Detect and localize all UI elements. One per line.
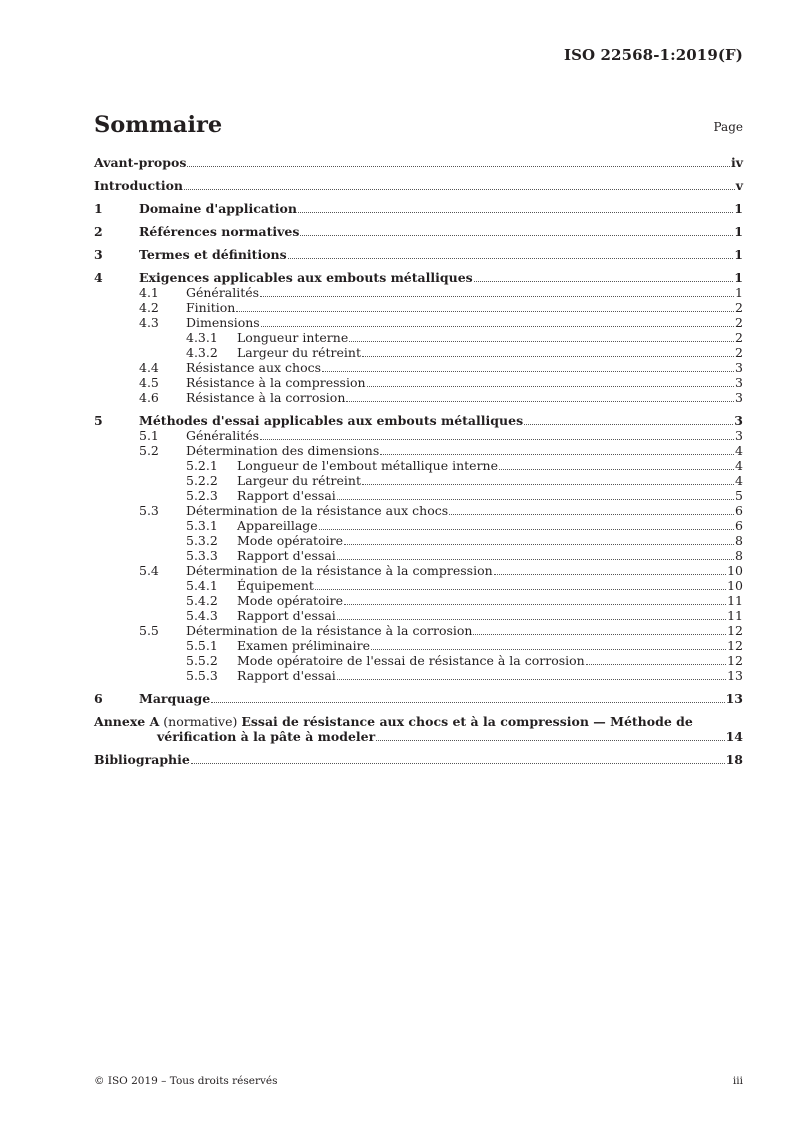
toc-entry-number: 3: [94, 247, 103, 262]
toc-entry-label: Équipement: [237, 578, 314, 593]
dot-leader: [449, 514, 734, 515]
dot-leader: [494, 574, 726, 575]
toc-entry-number: 5: [94, 413, 103, 428]
toc-entry-label: Largeur du rétreint: [237, 473, 361, 488]
toc-entry[interactable]: [94, 488, 743, 503]
toc-entry-label: Mode opératoire: [237, 533, 343, 548]
toc-entry[interactable]: [94, 518, 743, 533]
toc-entry-page: 10: [727, 578, 743, 593]
toc-entry-page: 1: [734, 224, 743, 239]
toc-entry-page: 11: [727, 608, 743, 623]
toc-entry-label: Références normatives: [139, 224, 300, 239]
toc-entry-number: 4.3.2: [186, 345, 218, 360]
toc-entries: [94, 155, 743, 706]
dot-leader: [191, 763, 725, 764]
annex-title-line1: Essai de résistance aux chocs et à la compression — Méthode de: [241, 714, 693, 729]
toc-entry-number: 6: [94, 691, 103, 706]
toc-entry-number: 5.5.3: [186, 668, 218, 683]
dot-leader: [380, 454, 734, 455]
annex-page: 14: [725, 729, 743, 744]
toc-entry-label: Résistance à la corrosion: [186, 390, 346, 405]
toc-entry-page: 5: [735, 488, 743, 503]
toc-entry-label: Rapport d'essai: [237, 668, 336, 683]
toc-entry-page: 6: [735, 518, 743, 533]
toc-entry[interactable]: [94, 458, 743, 473]
dot-leader: [337, 499, 734, 500]
toc-entry-bibliography[interactable]: [94, 752, 743, 767]
toc-entry-number: 5.3.2: [186, 533, 218, 548]
toc-entry-annex-a[interactable]: [94, 714, 743, 744]
toc-entry[interactable]: [94, 315, 743, 330]
toc-entry-number: 4.3.1: [186, 330, 218, 345]
footer-copyright: © ISO 2019 – Tous droits réservés: [94, 1075, 278, 1087]
toc-entry[interactable]: [94, 653, 743, 668]
dot-leader: [344, 604, 726, 605]
toc-entry-label: Détermination de la résistance à la compression: [186, 563, 493, 578]
toc-entry[interactable]: [94, 413, 743, 428]
toc-entry[interactable]: [94, 247, 743, 262]
toc-entry-page: 12: [727, 623, 743, 638]
toc-entry-number: 4.5: [139, 375, 159, 390]
toc-entry-number: 5.3.3: [186, 548, 218, 563]
toc-entry-number: 4.3: [139, 315, 159, 330]
toc-entry-number: 5.3.1: [186, 518, 218, 533]
toc-entry-number: 5.5.1: [186, 638, 218, 653]
page-title: Sommaire: [94, 112, 223, 138]
toc-entry-label: Longueur interne: [237, 330, 349, 345]
toc-entry[interactable]: [94, 443, 743, 458]
toc-entry-page: 2: [735, 300, 743, 315]
toc-entry[interactable]: [94, 375, 743, 390]
toc-entry-page: 3: [735, 428, 743, 443]
toc-entry-label: Rapport d'essai: [237, 488, 336, 503]
toc-entry[interactable]: [94, 668, 743, 683]
toc-entry-page: 8: [735, 533, 743, 548]
dot-leader: [298, 212, 733, 213]
toc-entry-number: 5.4.1: [186, 578, 218, 593]
toc-entry-number: 5.2.1: [186, 458, 218, 473]
toc-entry[interactable]: [94, 548, 743, 563]
toc-entry[interactable]: [94, 155, 743, 170]
toc-entry[interactable]: [94, 300, 743, 315]
document-id: ISO 22568-1:2019(F): [563, 46, 743, 64]
toc-entry-page: 13: [725, 691, 743, 706]
toc-entry-number: 5.2.3: [186, 488, 218, 503]
dot-leader: [319, 529, 734, 530]
toc-entry-label: Termes et définitions: [139, 247, 287, 262]
toc-entry-number: 5.4: [139, 563, 159, 578]
dot-leader: [260, 296, 734, 297]
toc-entry[interactable]: [94, 578, 743, 593]
toc-entry-page: 1: [734, 247, 743, 262]
toc-entry-page: 3: [734, 413, 743, 428]
dot-leader: [260, 439, 734, 440]
toc-entry[interactable]: [94, 345, 743, 360]
toc-entry-number: 1: [94, 201, 103, 216]
toc-entry-label: Détermination de la résistance aux chocs: [186, 503, 449, 518]
toc-entry-label: Généralités: [186, 285, 260, 300]
dot-leader: [362, 484, 734, 485]
toc-entry-label: Marquage: [139, 691, 211, 706]
toc-entry-page: 4: [735, 473, 743, 488]
dot-leader: [586, 664, 726, 665]
toc-entry-page: 13: [727, 668, 743, 683]
toc-entry-number: 4: [94, 270, 103, 285]
toc-entry-label: Domaine d'application: [139, 201, 297, 216]
toc-entry-number: 5.1: [139, 428, 159, 443]
toc-entry-label: Mode opératoire de l'essai de résistance à la corrosion: [237, 653, 585, 668]
toc-entry-page: 2: [735, 315, 743, 330]
toc-entry[interactable]: [94, 330, 743, 345]
footer-page-number: iii: [732, 1075, 743, 1087]
toc-entry-number: 5.4.2: [186, 593, 218, 608]
toc-entry[interactable]: [94, 390, 743, 405]
toc-entry-page: 2: [735, 345, 743, 360]
toc-entry-page: 11: [727, 593, 743, 608]
toc-entry[interactable]: [94, 360, 743, 375]
toc-entry-number: 2: [94, 224, 103, 239]
toc-entry-number: 5.2.2: [186, 473, 218, 488]
dot-leader: [261, 326, 734, 327]
page-column-label: Page: [713, 120, 743, 134]
dot-leader: [349, 341, 734, 342]
toc-entry-number: 4.2: [139, 300, 159, 315]
dot-leader: [184, 189, 735, 190]
toc-entry[interactable]: [94, 563, 743, 578]
toc-entry-page: 3: [735, 375, 743, 390]
toc-entry-number: 5.5.2: [186, 653, 218, 668]
toc-entry-page: 12: [727, 653, 743, 668]
dot-leader: [346, 401, 734, 402]
toc-entry-label: Largeur du rétreint: [237, 345, 361, 360]
toc-entry-label: Dimensions: [186, 315, 260, 330]
dot-leader: [362, 356, 734, 357]
dot-leader: [337, 619, 726, 620]
toc-entry-page: 1: [735, 285, 743, 300]
toc-entry-number: 4.4: [139, 360, 159, 375]
toc-entry[interactable]: [94, 638, 743, 653]
toc-entry[interactable]: [94, 608, 743, 623]
toc-entry[interactable]: [94, 178, 743, 193]
annex-prefix: Annexe A: [94, 714, 160, 729]
toc-entry[interactable]: [94, 533, 743, 548]
toc-entry-page: 12: [727, 638, 743, 653]
toc-entry-label: Résistance aux chocs: [186, 360, 322, 375]
toc-entry[interactable]: [94, 201, 743, 216]
dot-leader: [376, 740, 724, 741]
dot-leader: [236, 311, 734, 312]
toc-entry-label: Détermination des dimensions: [186, 443, 380, 458]
toc-entry-label: Généralités: [186, 428, 260, 443]
toc-entry-page: 8: [735, 548, 743, 563]
toc-entry-page: 3: [735, 360, 743, 375]
toc-entry-label: Examen préliminaire: [237, 638, 370, 653]
annex-type: (normative): [163, 714, 238, 729]
bibliography-label: Bibliographie: [94, 752, 190, 767]
toc-entry-number: 4.1: [139, 285, 159, 300]
dot-leader: [187, 166, 730, 167]
toc-entry[interactable]: [94, 428, 743, 443]
dot-leader: [211, 702, 724, 703]
toc-entry-page: 4: [735, 458, 743, 473]
toc-entry-label: Appareillage: [237, 518, 318, 533]
toc-entry[interactable]: [94, 593, 743, 608]
dot-leader: [337, 679, 726, 680]
toc-entry-number: 4.6: [139, 390, 159, 405]
toc-entry-number: 5.5: [139, 623, 159, 638]
toc-entry-label: Avant-propos: [94, 155, 187, 170]
dot-leader: [288, 258, 734, 259]
toc-entry-label: Détermination de la résistance à la corrosion: [186, 623, 473, 638]
toc-entry-number: 5.2: [139, 443, 159, 458]
toc-entry-label: Finition: [186, 300, 236, 315]
toc-entry-page: iv: [730, 155, 743, 170]
toc-entry-page: 2: [735, 330, 743, 345]
toc-entry-label: Rapport d'essai: [237, 548, 336, 563]
toc-entry-page: 4: [735, 443, 743, 458]
toc-entry[interactable]: [94, 691, 743, 706]
toc-entry[interactable]: [94, 285, 743, 300]
dot-leader: [322, 371, 734, 372]
bibliography-page: 18: [725, 752, 743, 767]
dot-leader: [300, 235, 733, 236]
dot-leader: [315, 589, 726, 590]
annex-title-line2: vérification à la pâte à modeler: [157, 729, 376, 744]
toc-entry-page: 1: [734, 270, 743, 285]
toc-entry[interactable]: [94, 473, 743, 488]
dot-leader: [474, 281, 734, 282]
toc-entry[interactable]: [94, 623, 743, 638]
dot-leader: [499, 469, 734, 470]
toc-entry-page: 6: [735, 503, 743, 518]
toc-entry-label: Longueur de l'embout métallique interne: [237, 458, 498, 473]
table-of-contents: [94, 155, 743, 767]
toc-entry-label: Résistance à la compression: [186, 375, 366, 390]
dot-leader: [473, 634, 726, 635]
toc-entry-label: Rapport d'essai: [237, 608, 336, 623]
toc-entry-page: v: [735, 178, 743, 193]
dot-leader: [371, 649, 726, 650]
toc-entry-label: Exigences applicables aux embouts métalliques: [139, 270, 473, 285]
toc-entry-number: 5.3: [139, 503, 159, 518]
dot-leader: [344, 544, 734, 545]
toc-entry-page: 10: [727, 563, 743, 578]
toc-entry[interactable]: [94, 270, 743, 285]
toc-entry[interactable]: [94, 503, 743, 518]
dot-leader: [337, 559, 734, 560]
toc-entry-number: 5.4.3: [186, 608, 218, 623]
dot-leader: [367, 386, 735, 387]
toc-entry[interactable]: [94, 224, 743, 239]
toc-entry-page: 3: [735, 390, 743, 405]
dot-leader: [524, 424, 733, 425]
toc-entry-label: Mode opératoire: [237, 593, 343, 608]
toc-entry-label: Introduction: [94, 178, 184, 193]
toc-entry-label: Méthodes d'essai applicables aux embouts métalliques: [139, 413, 524, 428]
toc-entry-page: 1: [734, 201, 743, 216]
